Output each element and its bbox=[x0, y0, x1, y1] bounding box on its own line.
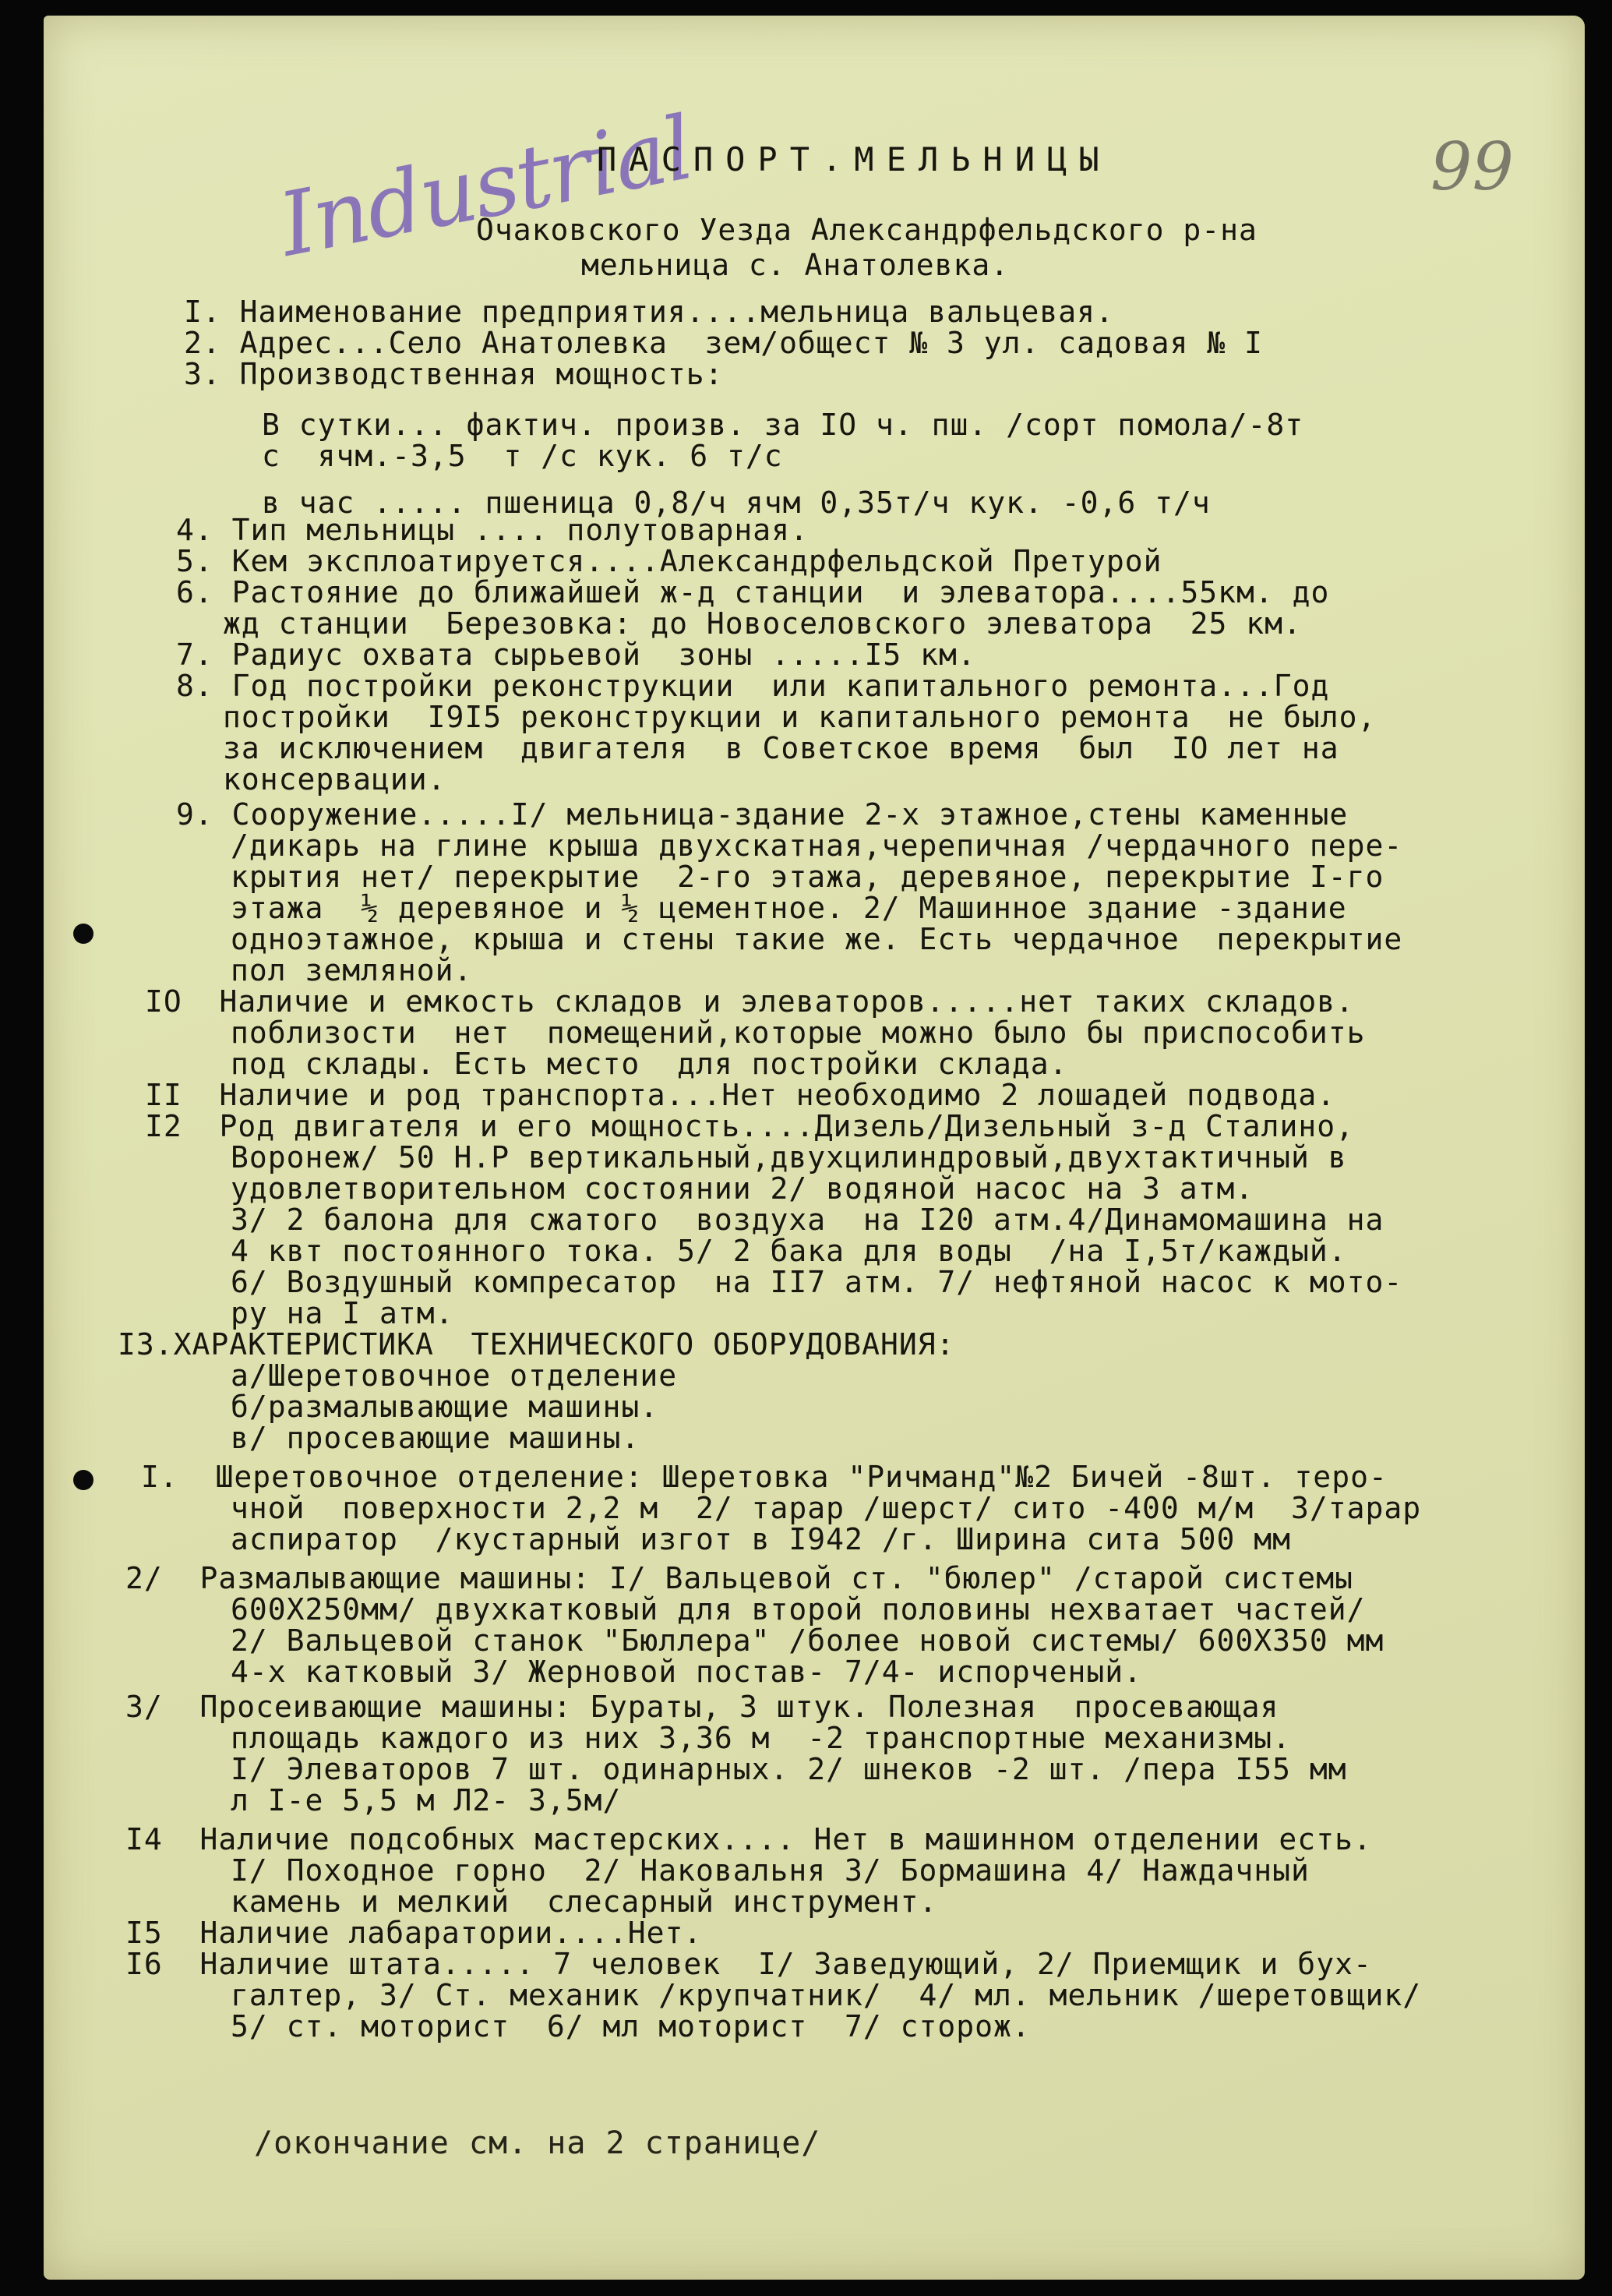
body-line: а/Шеретовочное отделение bbox=[231, 1358, 678, 1393]
body-line: 600Х250мм/ двухкатковый для второй половины нехватает частей/ bbox=[231, 1592, 1366, 1627]
body-line: 6. Растояние до ближайшей ж-д станции и элеватора....55км. до bbox=[176, 575, 1330, 609]
body-line: 5/ ст. моторист 6/ мл моторист 7/ сторож. bbox=[231, 2009, 1031, 2043]
body-line: за исключением двигателя в Советское время был IO лет на bbox=[223, 731, 1339, 765]
body-line: удовлетворительном состоянии 2/ водяной насос на 3 атм. bbox=[231, 1171, 1254, 1206]
body-line: л I-е 5,5 м Л2- 3,5м/ bbox=[231, 1783, 622, 1817]
body-line: Воронеж/ 50 Н.Р вертикальный,двухцилиндровый,двухтактичный в bbox=[231, 1140, 1347, 1174]
body-line: в/ просевающие машины. bbox=[231, 1421, 640, 1455]
body-line: 4 квт постоянного тока. 5/ 2 бака для воды /на I,5т/каждый. bbox=[231, 1234, 1347, 1268]
body-line: галтер, 3/ Ст. механик /крупчатник/ 4/ мл. мельник /шеретовщик/ bbox=[231, 1978, 1422, 2012]
body-line: площадь каждого из них 3,36 м -2 транспортные механизмы. bbox=[231, 1721, 1292, 1755]
subtitle-line: мельница с. Анатолевка. bbox=[581, 248, 1010, 282]
document-title: ПАСПОРТ.МЕЛЬНИЦЫ bbox=[597, 140, 1112, 178]
body-line: 8. Год постройки реконструкции или капитального ремонта...Год bbox=[176, 669, 1330, 703]
body-line: пол земляной. bbox=[231, 953, 473, 987]
body-line: /дикарь на глине крыша двухскатная,черепичная /чердачного пере- bbox=[231, 828, 1403, 863]
document-page bbox=[44, 16, 1585, 2280]
body-line: I4 Наличие подсобных мастерских.... Нет в машинном отделении есть. bbox=[125, 1822, 1372, 1856]
body-line: I2 Род двигателя и его мощность....Дизель/Дизельный з-д Сталино, bbox=[145, 1109, 1355, 1143]
body-line: I. Шеретовочное отделение: Шеретовка "Ричманд"№2 Бичей -8шт. теро- bbox=[141, 1460, 1388, 1494]
body-line: 9. Сооружение.....I/ мельница-здание 2-х этажное,стены каменные bbox=[176, 797, 1349, 832]
body-line: б/размалывающие машины. bbox=[231, 1390, 659, 1424]
body-line: крытия нет/ перекрытие 2-го этажа, деревяное, перекрытие I-го bbox=[231, 860, 1384, 894]
subtitle-line: Очаковского Уезда Александрфельдского р-на bbox=[476, 213, 1258, 247]
body-line: 3. Производственная мощность: bbox=[184, 357, 724, 391]
body-line: I3.ХАРАКТЕРИСТИКА ТЕХНИЧЕСКОГО ОБОРУДОВАНИЯ: bbox=[118, 1327, 955, 1362]
body-line: камень и мелкий слесарный инструмент. bbox=[231, 1884, 938, 1919]
body-line: 4-х катковый 3/ Жерновой постав- 7/4- испорченый. bbox=[231, 1655, 1143, 1689]
body-line: под склады. Есть место для постройки склада. bbox=[231, 1047, 1068, 1081]
body-line: 2/ Вальцевой станок "Бюллера" /более новой системы/ 600Х350 мм bbox=[231, 1623, 1384, 1658]
body-line: аспиратор /кустарный изгот в I942 /г. Ширина сита 500 мм bbox=[231, 1522, 1292, 1556]
body-line: поблизости нет помещений,которые можно было бы приспособить bbox=[231, 1016, 1366, 1050]
body-line: этажа ½ деревяное и ½ цементное. 2/ Машинное здание -здание bbox=[231, 891, 1347, 925]
ending-note: /окончание см. на 2 странице/ bbox=[254, 2125, 821, 2161]
punch-hole bbox=[73, 1470, 93, 1490]
body-line: 7. Радиус охвата сырьевой зоны .....I5 км. bbox=[176, 638, 976, 672]
body-line: II Наличие и род транспорта...Нет необходимо 2 лошадей подвода. bbox=[145, 1078, 1336, 1112]
body-line: 6/ Воздушный компресатор на II7 атм. 7/ нефтяной насос к мото- bbox=[231, 1265, 1403, 1299]
body-line: 4. Тип мельницы .... полутоварная. bbox=[176, 513, 809, 547]
page-number: 99 bbox=[1430, 129, 1514, 205]
handwritten-annotation: Industrial bbox=[271, 97, 700, 277]
body-line: жд станции Березовка: до Новоселовского элеватора 25 км. bbox=[223, 606, 1302, 641]
body-line: одноэтажное, крыша и стены такие же. Есть чердачное перекрытие bbox=[231, 922, 1403, 956]
body-line: 3/ Просеивающие машины: Бураты, 3 штук. Полезная просевающая bbox=[125, 1690, 1279, 1724]
punch-hole bbox=[73, 924, 93, 944]
body-line: постройки I9I5 реконструкции и капитального ремонта не было, bbox=[223, 700, 1377, 734]
body-line: 2. Адрес...Село Анатолевка зем/общест № 3 ул. садовая № I bbox=[184, 326, 1263, 360]
body-line: консервации. bbox=[223, 762, 446, 797]
body-line: 3/ 2 балона для сжатого воздуха на I20 атм.4/Динамомашина на bbox=[231, 1203, 1384, 1237]
body-line: В сутки... фактич. произв. за IO ч. пш. /сорт помола/-8т bbox=[262, 408, 1304, 442]
body-line: 2/ Размалывающие машины: I/ Вальцевой ст. "бюлер" /старой системы bbox=[125, 1561, 1353, 1595]
body-line: в час ..... пшеница 0,8/ч ячм 0,35т/ч кук. -0,6 т/ч bbox=[262, 486, 1211, 520]
body-line: I/ Элеваторов 7 шт. одинарных. 2/ шнеков -2 шт. /пера I55 мм bbox=[231, 1752, 1347, 1786]
body-line: I5 Наличие лабаратории....Нет. bbox=[125, 1916, 703, 1950]
body-line: чной поверхности 2,2 м 2/ тарар /шерст/ сито -400 м/м 3/тарар bbox=[231, 1491, 1422, 1525]
body-line: IO Наличие и емкость складов и элеваторов.....нет таких складов. bbox=[145, 984, 1355, 1019]
body-line: I. Наименование предприятия....мельница вальцевая. bbox=[184, 295, 1114, 329]
body-line: I6 Наличие штата..... 7 человек I/ Заведующий, 2/ Приемщик и бух- bbox=[125, 1947, 1372, 1981]
body-line: 5. Кем эксплоатируется....Александрфельдской Претурой bbox=[176, 544, 1162, 578]
body-line: с ячм.-3,5 т /с кук. 6 т/с bbox=[262, 439, 783, 473]
body-line: I/ Походное горно 2/ Наковальня 3/ Бормашина 4/ Наждачный bbox=[231, 1853, 1310, 1888]
body-line: ру на I атм. bbox=[231, 1296, 454, 1330]
